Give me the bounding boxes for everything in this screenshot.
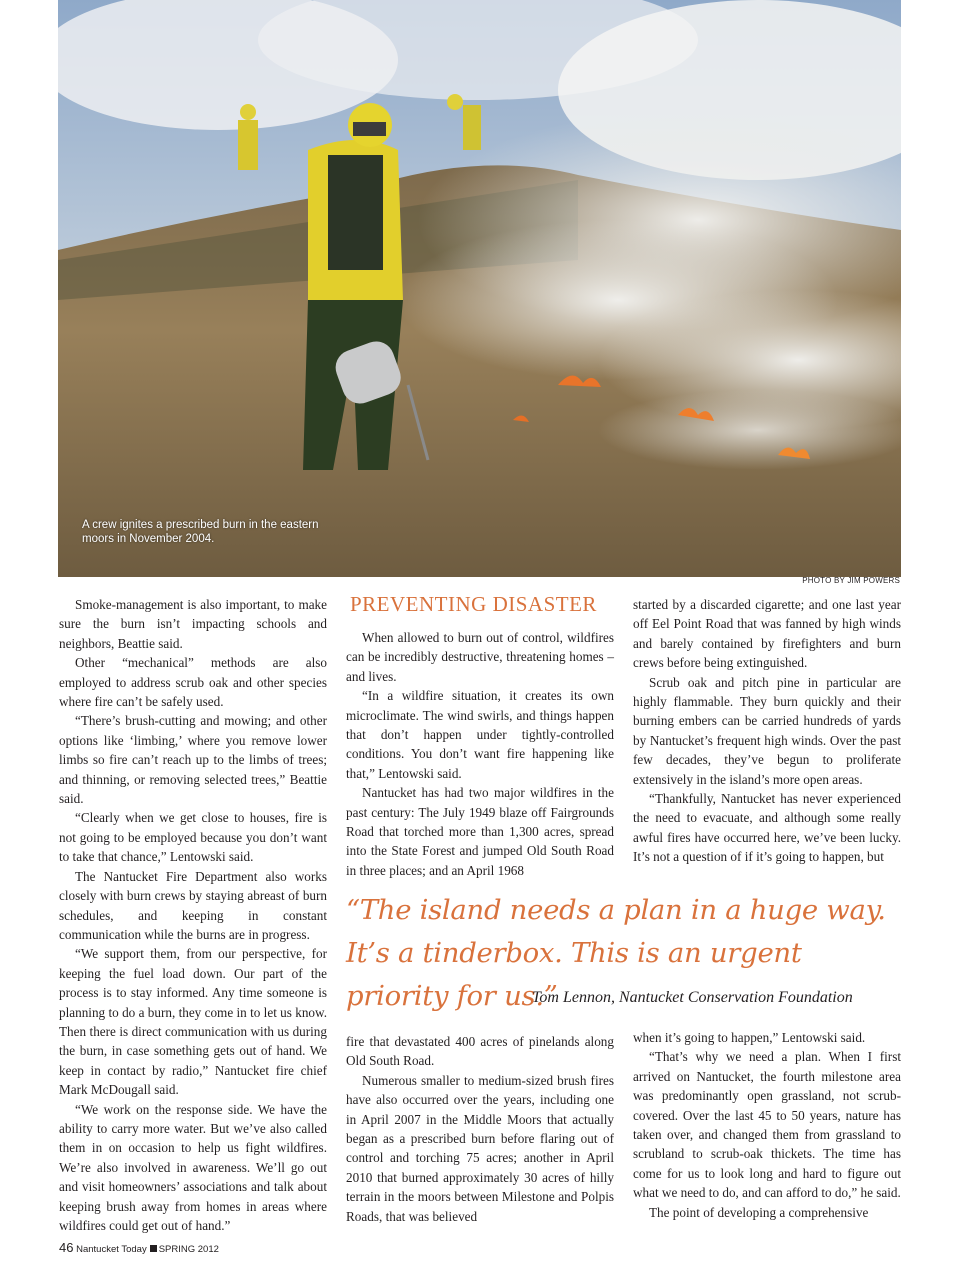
paragraph: Nantucket has had two major wildfires in the past century: The July 1949 blaze off Fairgrounds Road that torched more than 1,300 acres, spread into the State Forest and jumped Old South Road in three places; and an April 1968 — [346, 785, 614, 878]
article-column-3 — [633, 595, 901, 867]
paragraph: Smoke-management is also important, to make sure the burn isn’t impacting schools and neighbors, Beattie said. — [59, 597, 327, 651]
square-bullet-icon — [150, 1245, 157, 1252]
page-number: 46 — [59, 1240, 74, 1255]
paragraph: Other “mechanical” methods are also employed to address scrub oak and other species where fire can’t be safely used. — [59, 655, 327, 710]
article-column-3-continued — [633, 1028, 901, 1222]
paragraph: “There’s brush-cutting and mowing; and other options like ‘limbing,’ where you remove lower limbs so fire can’t reach up to the limbs of trees; and thinning, or removing selected trees,” Beattie said. — [59, 713, 327, 807]
article-column-2-continued — [346, 1032, 614, 1226]
paragraph: when it’s going to happen,” Lentowski said. — [633, 1030, 866, 1045]
photo-caption: A crew ignites a prescribed burn in the eastern moors in November 2004. — [82, 519, 319, 545]
paragraph: “We work on the response side. We have the ability to carry more water. But we’ve also called them in on occasion to help us fight wildfires. We’re also involved in awareness. We’ll go out and visit homeowners’ associations and talk about keeping brush away from homes in areas where wildfires could get out of hand.” — [59, 1101, 327, 1233]
paragraph: “We support them, from our perspective, for keeping the fuel load down. Our part of the process is to stay informed. Any time someone is planning to do a burn, they come in to let us know. Then there is direct communication with us during the burn, in case something gets out of hand. We keep in contact by radio,” Nantucket fire chief Mark McDougall said. — [59, 946, 327, 1098]
issue-label: SPRING 2012 — [158, 1244, 219, 1255]
hero-photo — [58, 0, 901, 577]
paragraph: The point of developing a comprehensive — [649, 1204, 869, 1220]
pull-quote-attribution: Tom Lennon, Nantucket Conservation Foundation — [532, 989, 853, 1006]
section-heading: PREVENTING DISASTER — [350, 592, 597, 616]
article-column-2 — [346, 628, 614, 880]
page-footer — [59, 1240, 219, 1255]
paragraph: “Clearly when we get close to houses, fire is not going to be employed because you don’t want to take that chance,” Lentowski said. — [59, 810, 327, 865]
pull-quote: “The island needs a plan in a huge way. It’s a tinderbox. This is an urgent priority for us.” — [346, 894, 886, 1012]
article-column-1 — [59, 595, 327, 1235]
paragraph: Scrub oak and pitch pine in particular are highly flammable. They burn quickly and their burning embers can be carried hundreds of yards by Nantucket’s frequent high winds. Over the past few decades, they’ve begun to proliferate extensively in the island’s more open areas. — [633, 674, 901, 787]
paragraph: started by a discarded cigarette; and one last year off Eel Point Road that was fanned by high winds and barely contained by firefighters and burn crews before being extinguished. — [633, 597, 901, 671]
photo-credit: PHOTO BY JIM POWERS — [802, 576, 900, 585]
paragraph: fire that devastated 400 acres of pinelands along Old South Road. — [346, 1034, 614, 1069]
paragraph: “Thankfully, Nantucket has never experienced the need to evacuate, and although some really awful fires have occurred here, we’ve been lucky. It’s not a question of if it’s going to happen, but — [633, 791, 901, 865]
paragraph: “In a wildfire situation, it creates its own microclimate. The wind swirls, and things happen that don’t happen under tightly-controlled conditions. You don’t want fire happening like that,” Lentowski said. — [346, 688, 614, 781]
paragraph: “That’s why we need a plan. When I first arrived on Nantucket, the fourth milestone area was predominantly open grassland, not scrub-covered. Over the last 45 to 50 years, nature has taken over, and changed them from grassland to scrubland to scrub-oak thickets. The time has come for us to look long and hard to figure out what we need to do, and can afford to do,” he said. — [633, 1049, 901, 1201]
publication-name: Nantucket Today — [76, 1244, 147, 1255]
paragraph: When allowed to burn out of control, wildfires can be incredibly destructive, threatening homes – and lives. — [346, 630, 614, 684]
prescribed-burn-photo — [58, 0, 901, 577]
paragraph: The Nantucket Fire Department also works closely with burn crews by staying abreast of burn schedules, and keeping in constant communication while the burns are in progress. — [59, 868, 327, 942]
paragraph: Numerous smaller to medium-sized brush fires have also occurred over the years, including one in April 2007 in the Middle Moors that actually began as a prescribed burn before flaring out of control and torching 75 acres; another in April 2010 that burned approximately 30 acres of hilly terrain in the moors between Milestone and Polpis Roads, that was believed — [346, 1072, 614, 1224]
